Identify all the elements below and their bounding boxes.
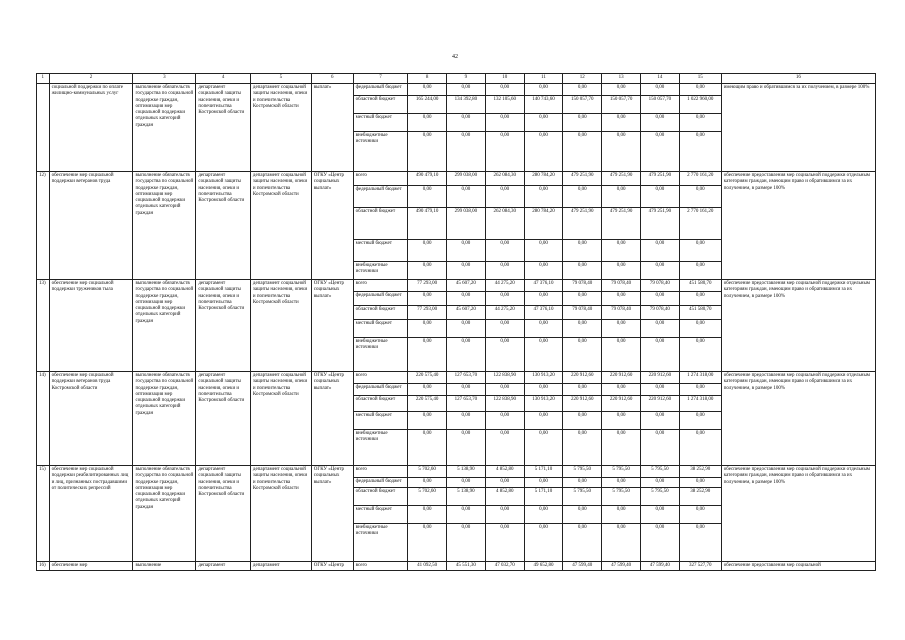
measure-goal: выполнение обязательств государства по социальной поддержке граждан, оптимизация мер социальной поддержки отдельных категорий граждан	[133, 84, 196, 172]
funding-value: 0,00	[485, 506, 524, 524]
funding-value: 150 057,70	[563, 96, 602, 114]
table-row	[37, 372, 876, 384]
funding-source: областной бюджет	[353, 306, 408, 320]
funding-value: 0,00	[485, 132, 524, 172]
funding-value: 41 092,50	[408, 562, 447, 571]
funding-value: 0,00	[408, 114, 447, 132]
column-number: 11	[524, 74, 563, 84]
funding-value: 5 702,60	[408, 466, 447, 478]
responsible-executor: департамент социальной защиты населения, опеки и попечительства Костромской области	[196, 172, 251, 280]
funding-value: 5 795,50	[563, 488, 602, 506]
funding-value: 0,00	[679, 478, 721, 488]
funding-value: 0,00	[602, 132, 641, 172]
responsible-executor: департамент	[196, 562, 251, 571]
funding-value: 0,00	[640, 320, 679, 338]
funding-value: 0,00	[640, 478, 679, 488]
funding-value: 0,00	[485, 430, 524, 466]
funding-value: 0,00	[563, 262, 602, 280]
column-number: 16	[721, 74, 875, 84]
funding-value: 47 376,10	[524, 306, 563, 320]
funding-value: 0,00	[563, 186, 602, 208]
responsible-executor: департамент социальной защиты населения, опеки и попечительства Костромской области	[196, 280, 251, 372]
funding-value: 0,00	[640, 240, 679, 262]
column-number: 1	[37, 74, 50, 84]
funding-value: 0,00	[640, 262, 679, 280]
funding-value: 134 392,80	[447, 96, 486, 114]
funding-value: 479 251,90	[640, 208, 679, 240]
funding-value: 0,00	[447, 478, 486, 488]
funding-value: 0,00	[679, 114, 721, 132]
funding-source: областной бюджет	[353, 96, 408, 114]
funding-value: 0,00	[485, 186, 524, 208]
funding-value: 0,00	[640, 430, 679, 466]
funding-value: 0,00	[524, 478, 563, 488]
funding-value: 38 252,90	[679, 488, 721, 506]
page-number: 42	[452, 54, 458, 60]
funding-value: 0,00	[602, 320, 641, 338]
funding-value: 0,00	[640, 186, 679, 208]
funding-value: 150 057,70	[640, 96, 679, 114]
funding-value: 0,00	[563, 524, 602, 562]
funding-value: 0,00	[524, 506, 563, 524]
measure-goal: выполнение обязательств государства по социальной поддержке граждан, оптимизация мер социальной поддержки отдельных категорий граждан	[133, 172, 196, 280]
funding-value: 0,00	[524, 338, 563, 372]
funding-value: 2 770 161,20	[679, 208, 721, 240]
funding-value: 0,00	[563, 384, 602, 396]
funding-value: 0,00	[447, 114, 486, 132]
funds-recipient: выплат»	[311, 84, 353, 172]
funding-value: 220 912,60	[602, 396, 641, 412]
responsible-executor: департамент социальной защиты населения, опеки и попечительства Костромской области	[196, 466, 251, 562]
funding-value: 0,00	[447, 320, 486, 338]
funding-value: 0,00	[602, 186, 641, 208]
column-number: 15	[679, 74, 721, 84]
funding-value: 4 852,80	[485, 466, 524, 478]
funding-value: 262 084,30	[485, 172, 524, 186]
expected-result: обеспечение предоставления мер социальной поддержки отдельным категориям граждан, имеющим право и обратившимся за их получением, в размере 100%	[721, 466, 875, 562]
funding-value: 0,00	[524, 412, 563, 430]
column-number: 14	[640, 74, 679, 84]
funding-value: 0,00	[602, 524, 641, 562]
funding-value: 0,00	[679, 262, 721, 280]
funding-value: 0,00	[485, 292, 524, 306]
funding-value: 299 038,00	[447, 172, 486, 186]
funds-recipient: ОГКУ «Центр социальных выплат»	[311, 466, 353, 562]
funding-value: 5 795,50	[602, 488, 641, 506]
funding-value: 0,00	[602, 84, 641, 96]
funds-recipient: ОГКУ «Центр социальных выплат»	[311, 372, 353, 466]
funding-value: 0,00	[485, 478, 524, 488]
funding-value: 220 575,40	[408, 396, 447, 412]
funding-value: 0,00	[563, 320, 602, 338]
funding-value: 0,00	[408, 132, 447, 172]
funding-value: 0,00	[485, 384, 524, 396]
funding-value: 0,00	[602, 338, 641, 372]
funding-value: 47 032,70	[485, 562, 524, 571]
funding-value: 45 607,20	[447, 306, 486, 320]
funding-value: 0,00	[640, 338, 679, 372]
measure-goal: выполнение	[133, 562, 196, 571]
funding-source: всего	[353, 172, 408, 186]
funding-source: местный бюджет	[353, 506, 408, 524]
funding-value: 0,00	[602, 114, 641, 132]
funding-source: областной бюджет	[353, 208, 408, 240]
funding-value: 0,00	[524, 84, 563, 96]
funding-source: федеральный бюджет	[353, 186, 408, 208]
funding-value: 47 599,40	[563, 562, 602, 571]
funding-value: 38 252,90	[679, 466, 721, 478]
expected-result: обеспечение предоставления мер социальной поддержки отдельным категориям граждан, имеющим право и обратившимся за их получением, в размере 100%	[721, 172, 875, 280]
funding-value: 5 138,90	[447, 488, 486, 506]
funding-value: 47 376,10	[524, 280, 563, 292]
funding-value: 280 784,20	[524, 172, 563, 186]
funding-value: 0,00	[602, 506, 641, 524]
funding-source: федеральный бюджет	[353, 384, 408, 396]
funding-value: 490 479,10	[408, 172, 447, 186]
responsible-executor: департамент социальной защиты населения, опеки и попечительства Костромской области	[196, 84, 251, 172]
column-number: 13	[602, 74, 641, 84]
funding-value: 0,00	[602, 430, 641, 466]
funding-value: 262 084,30	[485, 208, 524, 240]
column-number: 12	[563, 74, 602, 84]
table-row	[37, 562, 876, 571]
funding-value: 0,00	[408, 84, 447, 96]
measure-name: обеспечение мер социальной поддержки ветеранов труда Костромской области	[49, 372, 133, 466]
funding-value: 479 251,90	[640, 172, 679, 186]
funding-value: 0,00	[679, 506, 721, 524]
funding-value: 220 912,60	[602, 372, 641, 384]
funding-value: 0,00	[640, 524, 679, 562]
funding-value: 130 913,20	[524, 372, 563, 384]
funding-value: 0,00	[640, 384, 679, 396]
expected-result: имеющим право и обратившимся за их получением, в размере 100%	[721, 84, 875, 172]
funding-value: 0,00	[524, 114, 563, 132]
funding-value: 0,00	[408, 524, 447, 562]
funding-value: 0,00	[447, 292, 486, 306]
funding-value: 0,00	[640, 132, 679, 172]
measure-number: 12)	[37, 172, 50, 280]
measure-number: 14)	[37, 372, 50, 466]
funding-value: 0,00	[602, 262, 641, 280]
funding-source: всего	[353, 562, 408, 571]
funding-value: 0,00	[408, 478, 447, 488]
funding-value: 44 275,20	[485, 280, 524, 292]
funding-source: областной бюджет	[353, 488, 408, 506]
funding-value: 0,00	[408, 412, 447, 430]
funding-value: 220 912,60	[563, 396, 602, 412]
measure-name: обеспечение мер социальной поддержки реабилитированных лиц и лиц, признанных пострадавшими от политических репрессий	[49, 466, 133, 562]
funding-value: 0,00	[679, 430, 721, 466]
funding-value: 0,00	[485, 412, 524, 430]
funding-value: 0,00	[408, 262, 447, 280]
funding-value: 220 912,60	[640, 396, 679, 412]
funding-value: 79 078,40	[602, 280, 641, 292]
funding-value: 127 653,70	[447, 396, 486, 412]
funding-value: 0,00	[447, 384, 486, 396]
funding-value: 0,00	[408, 186, 447, 208]
funding-value: 0,00	[679, 412, 721, 430]
co-executor: департамент социальной защиты населения, опеки и попечительства Костромской области	[250, 466, 311, 562]
column-number: 10	[485, 74, 524, 84]
funding-value: 0,00	[447, 524, 486, 562]
funding-value: 0,00	[679, 132, 721, 172]
funding-value: 150 057,70	[602, 96, 641, 114]
funding-value: 327 527,70	[679, 562, 721, 571]
funding-value: 0,00	[602, 292, 641, 306]
funding-value: 0,00	[447, 430, 486, 466]
funding-value: 130 913,20	[524, 396, 563, 412]
funding-value: 0,00	[408, 292, 447, 306]
funding-value: 0,00	[563, 430, 602, 466]
funding-value: 0,00	[408, 384, 447, 396]
funding-value: 0,00	[524, 262, 563, 280]
funding-source: внебюджетные источники	[353, 338, 408, 372]
funding-value: 4 852,80	[485, 488, 524, 506]
funding-value: 122 838,90	[485, 396, 524, 412]
table-row	[37, 280, 876, 292]
funding-value: 0,00	[524, 524, 563, 562]
table-row	[37, 172, 876, 186]
funding-value: 79 078,40	[563, 280, 602, 292]
program-measures-table	[36, 73, 876, 571]
table-row	[37, 84, 876, 96]
funding-value: 0,00	[602, 412, 641, 430]
funding-value: 0,00	[524, 240, 563, 262]
table-row	[37, 466, 876, 478]
funding-value: 0,00	[485, 338, 524, 372]
column-number: 6	[311, 74, 353, 84]
funding-value: 0,00	[640, 412, 679, 430]
funding-value: 0,00	[485, 524, 524, 562]
funds-recipient: ОГКУ «Центр	[311, 562, 353, 571]
funding-source: федеральный бюджет	[353, 84, 408, 96]
funding-value: 49 652,80	[524, 562, 563, 571]
funding-value: 79 078,40	[563, 306, 602, 320]
funding-source: внебюджетные источники	[353, 132, 408, 172]
column-number: 8	[408, 74, 447, 84]
funding-value: 479 251,90	[602, 172, 641, 186]
funding-value: 479 251,90	[563, 208, 602, 240]
expected-result: обеспечение предоставления мер социальной поддержки отдельным категориям граждан, имеющим право и обратившимся за их получением, в размере 100%	[721, 280, 875, 372]
funding-value: 0,00	[447, 84, 486, 96]
funding-value: 0,00	[447, 412, 486, 430]
responsible-executor: департамент социальной защиты населения, опеки и попечительства Костромской области	[196, 372, 251, 466]
funds-recipient: ОГКУ «Центр социальных выплат»	[311, 172, 353, 280]
funding-value: 0,00	[485, 240, 524, 262]
funding-value: 0,00	[640, 292, 679, 306]
funding-value: 0,00	[524, 430, 563, 466]
column-number-row	[37, 74, 876, 84]
funding-source: федеральный бюджет	[353, 478, 408, 488]
funding-value: 0,00	[640, 114, 679, 132]
funding-value: 0,00	[679, 384, 721, 396]
measure-name: социальной поддержки по оплате жилищно-коммунальных услуг	[49, 84, 133, 172]
funding-value: 0,00	[447, 262, 486, 280]
measure-goal: выполнение обязательств государства по социальной поддержке граждан, оптимизация мер социальной поддержки отдельных категорий граждан	[133, 466, 196, 562]
measure-name: обеспечение мер социальной поддержки ветеранов труда	[49, 172, 133, 280]
funding-source: областной бюджет	[353, 396, 408, 412]
funding-value: 45 551,30	[447, 562, 486, 571]
funding-value: 47 599,40	[602, 562, 641, 571]
funding-source: всего	[353, 280, 408, 292]
funding-value: 45 607,20	[447, 280, 486, 292]
funding-value: 0,00	[563, 292, 602, 306]
funding-value: 0,00	[485, 262, 524, 280]
funding-value: 0,00	[679, 320, 721, 338]
funding-source: внебюджетные источники	[353, 524, 408, 562]
funding-value: 0,00	[679, 292, 721, 306]
funding-value: 0,00	[408, 506, 447, 524]
funding-source: всего	[353, 372, 408, 384]
funding-value: 0,00	[485, 114, 524, 132]
funding-source: внебюджетные источники	[353, 430, 408, 466]
measure-name: обеспечение мер	[49, 562, 133, 571]
funding-value: 0,00	[408, 430, 447, 466]
funding-value: 1 274 318,00	[679, 396, 721, 412]
column-number: 3	[133, 74, 196, 84]
measure-goal: выполнение обязательств государства по социальной поддержке граждан, оптимизация мер социальной поддержки отдельных категорий граждан	[133, 372, 196, 466]
funding-value: 0,00	[485, 84, 524, 96]
funding-value: 0,00	[563, 240, 602, 262]
funding-value: 0,00	[447, 132, 486, 172]
funding-value: 299 038,00	[447, 208, 486, 240]
funding-value: 5 138,90	[447, 466, 486, 478]
measure-number: 16)	[37, 562, 50, 571]
column-number: 7	[353, 74, 408, 84]
funding-value: 127 653,70	[447, 372, 486, 384]
funding-value: 220 912,60	[563, 372, 602, 384]
funding-source: местный бюджет	[353, 240, 408, 262]
funding-value: 220 912,60	[640, 372, 679, 384]
funding-value: 0,00	[563, 478, 602, 488]
funding-value: 132 105,60	[485, 96, 524, 114]
funding-value: 140 743,60	[524, 96, 563, 114]
funding-value: 0,00	[485, 320, 524, 338]
column-number: 9	[447, 74, 486, 84]
funding-value: 5 171,10	[524, 488, 563, 506]
funding-value: 47 599,40	[640, 562, 679, 571]
measure-number: 13)	[37, 280, 50, 372]
expected-result: обеспечение предоставления мер социальной	[721, 562, 875, 571]
funding-value: 79 078,40	[602, 306, 641, 320]
funding-value: 77 293,00	[408, 306, 447, 320]
funding-value: 5 702,60	[408, 488, 447, 506]
funding-value: 122 838,90	[485, 372, 524, 384]
funding-value: 0,00	[524, 132, 563, 172]
funding-source: федеральный бюджет	[353, 292, 408, 306]
funding-value: 0,00	[408, 320, 447, 338]
funding-source: местный бюджет	[353, 412, 408, 430]
measure-number	[37, 84, 50, 172]
funding-value: 0,00	[563, 412, 602, 430]
co-executor: департамент социальной защиты населения, опеки и попечительства Костромской области	[250, 172, 311, 280]
funding-value: 0,00	[602, 384, 641, 396]
measure-goal: выполнение обязательств государства по социальной поддержке граждан, оптимизация мер социальной поддержки отдельных категорий граждан	[133, 280, 196, 372]
funding-value: 490 479,10	[408, 208, 447, 240]
funding-value: 5 795,50	[563, 466, 602, 478]
funding-value: 0,00	[640, 84, 679, 96]
funding-value: 77 293,00	[408, 280, 447, 292]
funding-value: 5 171,10	[524, 466, 563, 478]
funding-value: 0,00	[640, 506, 679, 524]
funding-value: 2 770 161,20	[679, 172, 721, 186]
funding-value: 451 580,70	[679, 280, 721, 292]
funding-value: 0,00	[679, 338, 721, 372]
funding-value: 451 580,70	[679, 306, 721, 320]
funding-value: 0,00	[563, 132, 602, 172]
funding-value: 479 251,90	[563, 172, 602, 186]
funding-value: 0,00	[447, 186, 486, 208]
funding-value: 5 795,50	[640, 466, 679, 478]
funding-value: 0,00	[408, 338, 447, 372]
funding-value: 44 275,20	[485, 306, 524, 320]
funding-value: 0,00	[408, 240, 447, 262]
funding-value: 0,00	[563, 114, 602, 132]
funding-value: 0,00	[602, 240, 641, 262]
funding-value: 1 022 960,00	[679, 96, 721, 114]
funds-recipient: ОГКУ «Центр социальных выплат»	[311, 280, 353, 372]
funding-value: 0,00	[524, 320, 563, 338]
funding-value: 0,00	[679, 186, 721, 208]
funding-value: 5 795,50	[602, 466, 641, 478]
funding-source: местный бюджет	[353, 320, 408, 338]
funding-value: 5 795,50	[640, 488, 679, 506]
expected-result: обеспечение предоставления мер социальной поддержки отдельным категориям граждан, имеющим право и обратившимся за их получением, в размере 100%	[721, 372, 875, 466]
funding-value: 0,00	[447, 240, 486, 262]
funding-source: местный бюджет	[353, 114, 408, 132]
funding-value: 0,00	[563, 84, 602, 96]
co-executor: департамент социальной защиты населения, опеки и попечительства Костромской области	[250, 84, 311, 172]
measure-number: 15)	[37, 466, 50, 562]
funding-value: 0,00	[524, 292, 563, 306]
funding-value: 1 274 318,00	[679, 372, 721, 384]
funding-value: 220 575,40	[408, 372, 447, 384]
funding-value: 0,00	[602, 478, 641, 488]
funding-value: 0,00	[563, 506, 602, 524]
funding-value: 0,00	[447, 338, 486, 372]
funding-source: внебюджетные источники	[353, 262, 408, 280]
co-executor: департамент	[250, 562, 311, 571]
funding-source: всего	[353, 466, 408, 478]
funding-value: 0,00	[524, 186, 563, 208]
funding-value: 0,00	[447, 506, 486, 524]
column-number: 5	[250, 74, 311, 84]
funding-value: 79 078,40	[640, 280, 679, 292]
funding-value: 0,00	[679, 240, 721, 262]
measure-name: обеспечение мер социальной поддержки тружеников тыла	[49, 280, 133, 372]
funding-value: 0,00	[524, 384, 563, 396]
column-number: 2	[49, 74, 133, 84]
funding-value: 79 078,40	[640, 306, 679, 320]
funding-value: 0,00	[563, 338, 602, 372]
co-executor: департамент социальной защиты населения, опеки и попечительства Костромской области	[250, 280, 311, 372]
column-number: 4	[196, 74, 251, 84]
co-executor: департамент социальной защиты населения, опеки и попечительства Костромской области	[250, 372, 311, 466]
funding-value: 0,00	[679, 524, 721, 562]
funding-value: 0,00	[679, 84, 721, 96]
funding-value: 280 784,20	[524, 208, 563, 240]
funding-value: 479 251,90	[602, 208, 641, 240]
funding-value: 165 244,00	[408, 96, 447, 114]
